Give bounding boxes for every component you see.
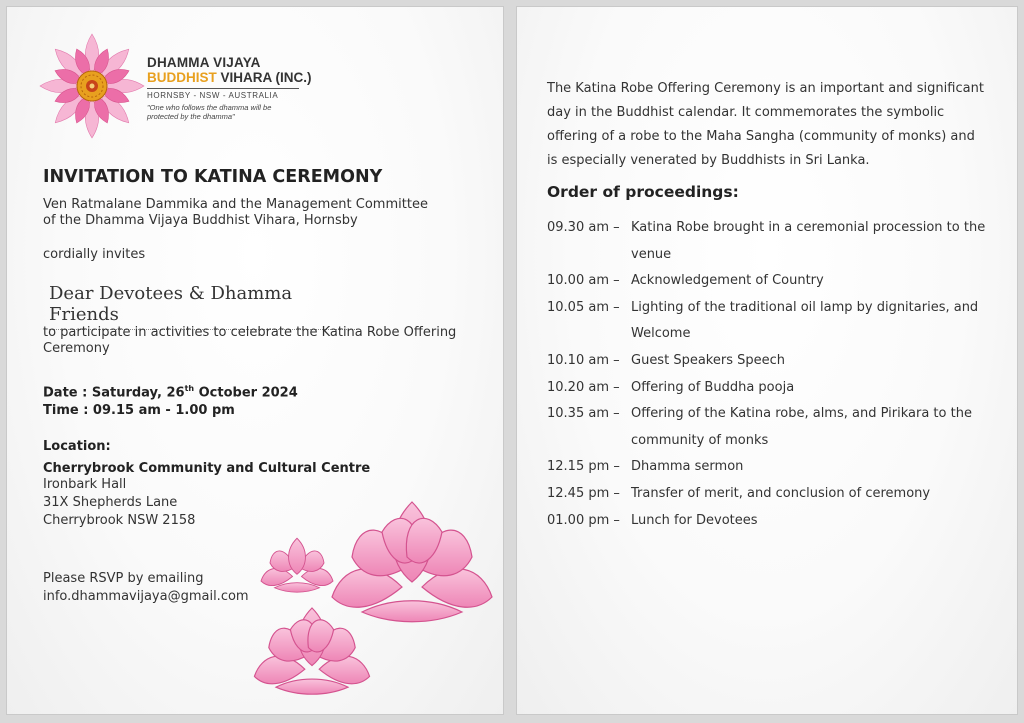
proceeding-item: Dhamma sermon <box>631 459 744 475</box>
purpose-line-2: Ceremony <box>43 341 110 356</box>
date-suffix-th: th <box>184 384 195 393</box>
proceeding-time: 10.00 am – <box>547 273 620 289</box>
address-line-3: Cherrybrook NSW 2158 <box>43 513 196 528</box>
ceremony-description: The Katina Robe Offering Ceremony is an important and significant day in the Buddhist calendar. It commemorates the symbolic offering of a robe to the Maha Sangha (community of monks) and is especially venerated by Buddhists in Sri Lanka. <box>547 81 984 168</box>
org-tagline: "One who follows the dhamma will be protected by the dhamma" <box>147 103 272 121</box>
purpose-line-1: to participate in activities to celebrate the Katina Robe Offering <box>43 325 457 340</box>
invitation-card-back <box>516 6 1018 715</box>
lotus-logo-icon <box>37 31 147 141</box>
proceeding-time: 10.35 am – <box>547 406 620 422</box>
proceeding-row <box>547 375 997 402</box>
invitation-card-front <box>6 6 504 715</box>
organization-name <box>147 55 312 121</box>
proceeding-row <box>547 268 997 295</box>
event-time: Time : 09.15 am - 1.00 pm <box>43 403 235 418</box>
host-line-1: Ven Ratmalane Dammika and the Management Committee <box>43 197 428 212</box>
proceeding-item: Offering of the Katina robe, alms, and Pirikara to the community of monks <box>631 406 972 448</box>
proceeding-item: Guest Speakers Speech <box>631 352 785 368</box>
proceeding-time: 12.15 pm – <box>547 459 620 475</box>
rsvp-text: Please RSVP by emailing <box>43 571 204 586</box>
event-date <box>43 381 298 401</box>
proceeding-item: Offering of Buddha pooja <box>631 379 795 395</box>
proceeding-row <box>547 454 997 481</box>
proceeding-item: Katina Robe brought in a ceremonial procession to the venue <box>631 220 986 262</box>
proceeding-time: 12.45 pm – <box>547 485 620 501</box>
address-line-1: Ironbark Hall <box>43 477 127 492</box>
proceeding-item: Lighting of the traditional oil lamp by dignitaries, and Welcome <box>631 299 979 342</box>
proceeding-item: Transfer of merit, and conclusion of ceremony <box>631 485 931 501</box>
date-month-year: October 2024 <box>194 385 298 401</box>
org-divider <box>147 88 299 89</box>
proceeding-item: Lunch for Devotees <box>631 512 758 528</box>
proceeding-time: 10.20 am – <box>547 379 620 395</box>
org-name-vihara: VIHARA (INC.) <box>216 70 312 85</box>
invites-text: cordially invites <box>43 247 146 262</box>
proceeding-time: 09.30 am – <box>547 220 620 235</box>
lotus-flowers-illustration <box>7 487 504 715</box>
org-name-line1: DHAMMA VIJAYA <box>147 55 261 70</box>
host-line-2: of the Dhamma Vijaya Buddhist Vihara, Hornsby <box>43 213 358 228</box>
order-of-proceedings-heading: Order of proceedings: <box>547 183 739 201</box>
proceeding-time: 10.05 am – <box>547 299 620 315</box>
proceeding-row <box>547 481 997 508</box>
proceeding-row <box>547 215 997 268</box>
proceeding-time: 01.00 pm – <box>547 512 620 528</box>
guest-name: Dear Devotees & Dhamma Friends <box>49 283 357 330</box>
proceedings-list <box>547 215 997 534</box>
proceeding-row <box>547 348 997 375</box>
address-line-2: 31X Shepherds Lane <box>43 495 178 510</box>
invitation-title: INVITATION TO KATINA CEREMONY <box>43 167 383 187</box>
proceeding-time: 10.10 am – <box>547 352 620 368</box>
proceeding-item: Acknowledgement of Country <box>631 273 824 289</box>
proceeding-row <box>547 508 997 535</box>
org-location: HORNSBY - NSW - AUSTRALIA <box>147 91 279 100</box>
org-name-line2 <box>147 70 312 85</box>
date-prefix: Date : Saturday, 26 <box>43 385 185 401</box>
org-name-buddhist: BUDDHIST <box>147 70 217 85</box>
proceeding-row <box>547 295 997 348</box>
proceeding-row <box>547 401 997 454</box>
venue-name: Cherrybrook Community and Cultural Centre <box>43 461 371 476</box>
rsvp-email-link[interactable]: info.dhammavijaya@gmail.com <box>43 589 249 604</box>
location-label: Location: <box>43 439 111 454</box>
